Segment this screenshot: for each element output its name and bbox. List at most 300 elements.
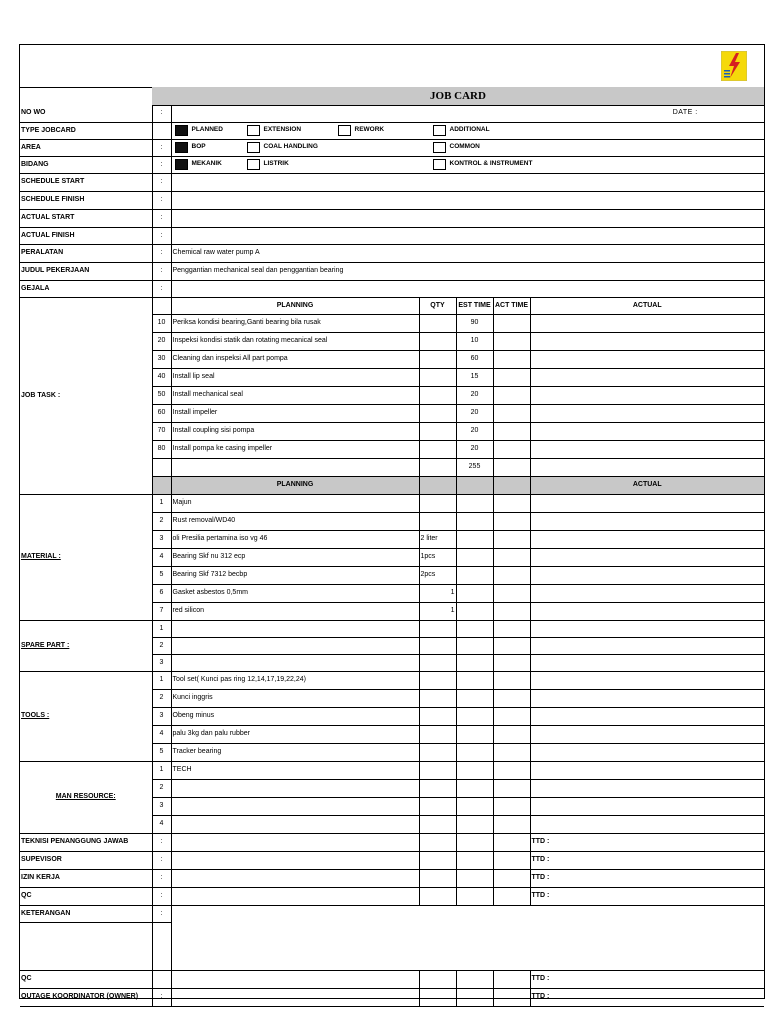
no-wo-field[interactable] [171, 105, 764, 122]
task-qty[interactable] [419, 404, 456, 422]
cell [20, 922, 152, 970]
row-peralatan: PERALATAN : Chemical raw water pump A [20, 244, 764, 262]
cell[interactable] [530, 654, 764, 671]
row-judul: JUDUL PEKERJAAN : Penggantian mechanical seal dan penggantian bearing [20, 262, 764, 280]
row-supervisor [20, 851, 764, 869]
cell[interactable] [493, 779, 530, 797]
cell[interactable] [493, 566, 530, 584]
checkbox-extension[interactable] [247, 125, 260, 136]
cell[interactable] [456, 494, 493, 512]
task-number: 70 [152, 422, 171, 440]
cell[interactable] [530, 494, 764, 512]
spare-part-number: 2 [152, 637, 171, 654]
task-actual[interactable] [530, 386, 764, 404]
planning-header-row [20, 297, 764, 314]
cell[interactable] [493, 637, 530, 654]
task-actual[interactable] [530, 422, 764, 440]
qc-name-field[interactable] [171, 887, 419, 905]
header-area [20, 45, 764, 88]
row-actual-finish: ACTUAL FINISH : [20, 227, 764, 244]
label-izin-kerja: IZIN KERJA [20, 869, 152, 887]
man-resource-item[interactable] [171, 779, 419, 797]
cell [419, 833, 456, 851]
task-qty[interactable] [419, 368, 456, 386]
cell [152, 476, 171, 494]
task-actual[interactable] [530, 332, 764, 350]
cell [419, 887, 456, 905]
label-no-wo: NO WO [20, 105, 152, 122]
schedule-start-field[interactable] [171, 173, 764, 191]
cell [419, 458, 456, 476]
est-time-total: 255 [456, 458, 493, 476]
man-resource-item[interactable] [171, 815, 419, 833]
teknisi-name-field[interactable] [171, 833, 419, 851]
keterangan-field[interactable] [171, 905, 764, 970]
cell [171, 458, 419, 476]
cell [456, 833, 493, 851]
material-item[interactable]: Bearing Skf 7312 becbp [171, 566, 419, 584]
material-item[interactable]: red silicon [171, 602, 419, 620]
cell[interactable] [493, 707, 530, 725]
cell[interactable] [530, 602, 764, 620]
qc-signature[interactable]: TTD : [530, 887, 764, 905]
task-act-time[interactable] [493, 440, 530, 458]
cell[interactable] [419, 815, 456, 833]
col-act-time: ACT TIME [493, 297, 530, 314]
cell[interactable] [419, 743, 456, 761]
cell[interactable] [530, 761, 764, 779]
task-number: 20 [152, 332, 171, 350]
cell[interactable] [493, 620, 530, 637]
option-label: ADDITIONAL [449, 126, 490, 133]
cell[interactable] [419, 725, 456, 743]
cell [493, 458, 530, 476]
cell[interactable] [456, 707, 493, 725]
checkbox-bop[interactable] [175, 142, 188, 153]
separator: : [152, 833, 171, 851]
cell[interactable] [493, 815, 530, 833]
task-act-time[interactable] [493, 332, 530, 350]
cell [419, 476, 456, 494]
cell [419, 988, 456, 1006]
option-coal-handling[interactable] [247, 142, 318, 153]
task-description[interactable]: Cleaning dan inspeksi All part pompa [171, 350, 419, 368]
option-label: COAL HANDLING [263, 143, 318, 150]
cell [493, 970, 530, 988]
label-qc: QC [20, 887, 152, 905]
job-card-sheet [19, 44, 765, 999]
checkbox-kontrol-instrument[interactable] [433, 159, 446, 170]
checkbox-coal-handling[interactable] [247, 142, 260, 153]
task-act-time[interactable] [493, 422, 530, 440]
cell[interactable] [530, 743, 764, 761]
teknisi-signature[interactable]: TTD : [530, 833, 764, 851]
cell [530, 458, 764, 476]
cell[interactable] [419, 637, 456, 654]
cell[interactable] [456, 689, 493, 707]
page-title: JOB CARD [152, 87, 764, 106]
task-description[interactable]: Install coupling sisi pompa [171, 422, 419, 440]
cell[interactable] [530, 671, 764, 689]
cell [456, 476, 493, 494]
task-number: 40 [152, 368, 171, 386]
actual-finish-field[interactable] [171, 227, 764, 244]
option-bop[interactable] [175, 142, 206, 153]
material-qty[interactable]: 1 [419, 584, 456, 602]
peralatan-value[interactable]: Chemical raw water pump A [171, 244, 764, 262]
option-rework[interactable] [338, 125, 385, 136]
cell[interactable] [456, 530, 493, 548]
task-act-time[interactable] [493, 350, 530, 368]
cell[interactable] [493, 671, 530, 689]
task-qty[interactable] [419, 314, 456, 332]
task-number: 10 [152, 314, 171, 332]
cell[interactable] [530, 530, 764, 548]
material-number: 7 [152, 602, 171, 620]
task-qty[interactable] [419, 422, 456, 440]
cell[interactable] [419, 779, 456, 797]
material-item[interactable]: oli Presilia pertamina iso vg 46 [171, 530, 419, 548]
cell[interactable] [530, 689, 764, 707]
col-actual-2: ACTUAL [530, 476, 764, 494]
tool-number: 1 [152, 671, 171, 689]
cell [152, 970, 171, 988]
material-item[interactable]: Gasket asbestos 0,5mm [171, 584, 419, 602]
cell [456, 970, 493, 988]
table-row [20, 494, 764, 512]
option-mekanik[interactable] [175, 159, 222, 170]
task-est-time[interactable]: 90 [456, 314, 493, 332]
man-resource-item[interactable] [171, 797, 419, 815]
tool-item[interactable]: palu 3kg dan palu rubber [171, 725, 419, 743]
label-tools: TOOLS : [20, 671, 152, 761]
table-row [20, 620, 764, 637]
option-additional[interactable] [433, 125, 490, 136]
man-resource-number: 2 [152, 779, 171, 797]
task-est-time[interactable]: 20 [456, 386, 493, 404]
cell [419, 851, 456, 869]
cell[interactable] [530, 548, 764, 566]
row-teknisi [20, 833, 764, 851]
col-qty: QTY [419, 297, 456, 314]
cell[interactable] [493, 743, 530, 761]
task-est-time[interactable]: 10 [456, 332, 493, 350]
cell[interactable] [456, 761, 493, 779]
task-act-time[interactable] [493, 314, 530, 332]
cell[interactable] [530, 797, 764, 815]
company-logo-icon [721, 51, 747, 81]
task-number: 60 [152, 404, 171, 422]
cell[interactable] [456, 779, 493, 797]
material-qty[interactable]: 1pcs [419, 548, 456, 566]
izin-kerja-signature[interactable]: TTD : [530, 869, 764, 887]
cell[interactable] [456, 637, 493, 654]
label-keterangan: KETERANGAN [20, 905, 152, 922]
checkbox-rework[interactable] [338, 125, 351, 136]
cell[interactable] [419, 671, 456, 689]
cell[interactable] [530, 725, 764, 743]
task-est-time[interactable]: 20 [456, 440, 493, 458]
cell[interactable] [493, 494, 530, 512]
cell [493, 851, 530, 869]
separator: : [152, 887, 171, 905]
cell[interactable] [530, 815, 764, 833]
cell [493, 887, 530, 905]
gejala-field[interactable] [171, 280, 764, 297]
qc-2-name-field[interactable] [171, 970, 419, 988]
cell[interactable] [456, 584, 493, 602]
cell [456, 887, 493, 905]
task-number: 50 [152, 386, 171, 404]
material-qty[interactable]: 2 liter [419, 530, 456, 548]
spare-part-number: 3 [152, 654, 171, 671]
separator: : [152, 105, 171, 122]
task-description[interactable]: Install mechanical seal [171, 386, 419, 404]
label-job-task: JOB TASK : [20, 297, 152, 494]
task-act-time[interactable] [493, 404, 530, 422]
cell[interactable] [456, 671, 493, 689]
cell[interactable] [456, 602, 493, 620]
checkbox-listrik[interactable] [247, 159, 260, 170]
cell[interactable] [419, 707, 456, 725]
cell[interactable] [493, 548, 530, 566]
label-man-resource: MAN RESOURCE: [20, 761, 152, 833]
task-qty[interactable] [419, 386, 456, 404]
area-options [173, 140, 764, 156]
judul-value[interactable]: Penggantian mechanical seal dan penggantian bearing [171, 262, 764, 280]
cell[interactable] [456, 548, 493, 566]
tool-number: 2 [152, 689, 171, 707]
cell[interactable] [493, 512, 530, 530]
cell[interactable] [419, 654, 456, 671]
cell[interactable] [419, 797, 456, 815]
row-bidang: BIDANG : MEKANIK LISTRIK KONTROL & INSTRUMENT [20, 156, 764, 173]
material-qty[interactable]: 2pcs [419, 566, 456, 584]
task-act-time[interactable] [493, 368, 530, 386]
option-listrik[interactable] [247, 159, 289, 170]
material-number: 5 [152, 566, 171, 584]
outage-koordinator-signature[interactable]: TTD : [530, 988, 764, 1006]
cell[interactable] [530, 637, 764, 654]
option-common[interactable] [433, 142, 480, 153]
material-number: 1 [152, 494, 171, 512]
task-number: 80 [152, 440, 171, 458]
cell[interactable] [456, 654, 493, 671]
cell [493, 476, 530, 494]
cell [419, 970, 456, 988]
task-description[interactable]: Install pompa ke casing impeller [171, 440, 419, 458]
option-label: BOP [191, 143, 206, 150]
option-kontrol-instrument[interactable] [433, 159, 533, 170]
cell[interactable] [530, 584, 764, 602]
task-qty[interactable] [419, 440, 456, 458]
schedule-finish-field[interactable] [171, 191, 764, 209]
option-label: PLANNED [191, 126, 223, 133]
col-actual: ACTUAL [530, 297, 764, 314]
cell[interactable] [171, 654, 419, 671]
label-supervisor: SUPEVISOR [20, 851, 152, 869]
cell[interactable] [171, 620, 419, 637]
cell[interactable] [456, 743, 493, 761]
cell[interactable] [456, 797, 493, 815]
bidang-options [173, 157, 764, 173]
label-type-jobcard: TYPE JOBCARD [20, 122, 152, 139]
separator: : [152, 988, 171, 1006]
material-item[interactable]: Majun [171, 494, 419, 512]
cell[interactable] [493, 725, 530, 743]
material-number: 3 [152, 530, 171, 548]
task-description[interactable]: Inspeksi kondisi statik dan rotating mecanical seal [171, 332, 419, 350]
task-actual[interactable] [530, 314, 764, 332]
label-area: AREA [20, 139, 152, 156]
task-description[interactable]: Periksa kondisi bearing,Ganti bearing bila rusak [171, 314, 419, 332]
cell[interactable] [530, 566, 764, 584]
tool-item[interactable]: Obeng minus [171, 707, 419, 725]
cell[interactable] [419, 620, 456, 637]
row-area: AREA : BOP COAL HANDLING COMMON [20, 139, 764, 156]
cell[interactable] [419, 689, 456, 707]
task-number: 30 [152, 350, 171, 368]
option-label: KONTROL & INSTRUMENT [449, 160, 533, 167]
task-description[interactable]: Install lip seal [171, 368, 419, 386]
cell[interactable] [493, 530, 530, 548]
task-actual[interactable] [530, 440, 764, 458]
label-material: MATERIAL : [20, 494, 152, 620]
date-label: DATE : [672, 109, 698, 117]
task-est-time[interactable]: 15 [456, 368, 493, 386]
material-number: 6 [152, 584, 171, 602]
task-est-time[interactable]: 20 [456, 404, 493, 422]
col-planning: PLANNING [171, 297, 419, 314]
man-resource-number: 3 [152, 797, 171, 815]
label-outage-koordinator: OUTAGE KOORDINATOR (OWNER) [20, 988, 152, 1006]
option-label: EXTENSION [263, 126, 302, 133]
cell [493, 988, 530, 1006]
material-item[interactable]: Bearing Skf nu 312 ecp [171, 548, 419, 566]
cell[interactable] [493, 797, 530, 815]
cell[interactable] [493, 602, 530, 620]
supervisor-name-field[interactable] [171, 851, 419, 869]
cell[interactable] [530, 512, 764, 530]
material-qty[interactable]: 1 [419, 602, 456, 620]
cell [456, 869, 493, 887]
checkbox-common[interactable] [433, 142, 446, 153]
cell [456, 851, 493, 869]
tool-item[interactable]: Kunci inggris [171, 689, 419, 707]
tool-item[interactable]: Tool set( Kunci pas ring 12,14,17,19,22,24) [171, 671, 419, 689]
material-item[interactable]: Rust removal/WD40 [171, 512, 419, 530]
option-label: LISTRIK [263, 160, 289, 167]
cell[interactable] [456, 566, 493, 584]
row-schedule-start: SCHEDULE START : [20, 173, 764, 191]
task-actual[interactable] [530, 350, 764, 368]
separator: : [152, 869, 171, 887]
cell[interactable] [493, 654, 530, 671]
task-act-time[interactable] [493, 386, 530, 404]
area-options-cell [171, 139, 764, 156]
separator: : [152, 905, 171, 922]
label-teknisi: TEKNISI PENANGGUNG JAWAB [20, 833, 152, 851]
cell [456, 988, 493, 1006]
type-options-cell [171, 122, 764, 139]
spare-part-number: 1 [152, 620, 171, 637]
job-card-table [20, 105, 764, 1007]
man-resource-number: 4 [152, 815, 171, 833]
row-actual-start: ACTUAL START : [20, 209, 764, 227]
task-est-time[interactable]: 20 [456, 422, 493, 440]
supervisor-signature[interactable]: TTD : [530, 851, 764, 869]
checkbox-additional[interactable] [433, 125, 446, 136]
cell[interactable] [456, 725, 493, 743]
material-number: 2 [152, 512, 171, 530]
cell[interactable] [530, 707, 764, 725]
checkbox-planned[interactable] [175, 125, 188, 136]
man-resource-item[interactable]: TECH [171, 761, 419, 779]
option-planned[interactable] [175, 125, 223, 136]
qc-2-signature[interactable]: TTD : [530, 970, 764, 988]
label-spare-part: SPARE PART : [20, 620, 152, 671]
cell[interactable] [493, 761, 530, 779]
tool-item[interactable]: Tracker bearing [171, 743, 419, 761]
row-izin-kerja [20, 869, 764, 887]
task-actual[interactable] [530, 404, 764, 422]
option-label: COMMON [449, 143, 480, 150]
tool-number: 3 [152, 707, 171, 725]
cell[interactable] [171, 637, 419, 654]
bidang-options-cell [171, 156, 764, 173]
row-outage-koordinator [20, 988, 764, 1006]
material-qty[interactable] [419, 494, 456, 512]
checkbox-mekanik[interactable] [175, 159, 188, 170]
cell[interactable] [493, 584, 530, 602]
task-est-time[interactable]: 60 [456, 350, 493, 368]
material-qty[interactable] [419, 512, 456, 530]
tool-number: 4 [152, 725, 171, 743]
label-qc-2: QC [20, 970, 152, 988]
row-keterangan [20, 905, 764, 922]
cell [152, 458, 171, 476]
cell[interactable] [456, 620, 493, 637]
izin-kerja-name-field[interactable] [171, 869, 419, 887]
task-actual[interactable] [530, 368, 764, 386]
cell[interactable] [419, 761, 456, 779]
option-label: MEKANIK [191, 160, 222, 167]
task-qty[interactable] [419, 332, 456, 350]
row-schedule-finish: SCHEDULE FINISH : [20, 191, 764, 209]
cell[interactable] [530, 779, 764, 797]
cell[interactable] [493, 689, 530, 707]
task-qty[interactable] [419, 350, 456, 368]
row-type-jobcard [20, 122, 764, 139]
cell [152, 922, 171, 970]
task-description[interactable]: Install impeller [171, 404, 419, 422]
option-extension[interactable] [247, 125, 302, 136]
cell[interactable] [530, 620, 764, 637]
job-card-body [20, 105, 764, 1006]
actual-start-field[interactable] [171, 209, 764, 227]
material-number: 4 [152, 548, 171, 566]
cell[interactable] [456, 512, 493, 530]
table-row [20, 761, 764, 779]
cell [493, 833, 530, 851]
cell [419, 869, 456, 887]
label-bidang: BIDANG [20, 156, 152, 173]
outage-koordinator-name-field[interactable] [171, 988, 419, 1006]
col-est-time: EST TIME [456, 297, 493, 314]
cell[interactable] [456, 815, 493, 833]
option-label: REWORK [354, 126, 385, 133]
row-qc [20, 887, 764, 905]
